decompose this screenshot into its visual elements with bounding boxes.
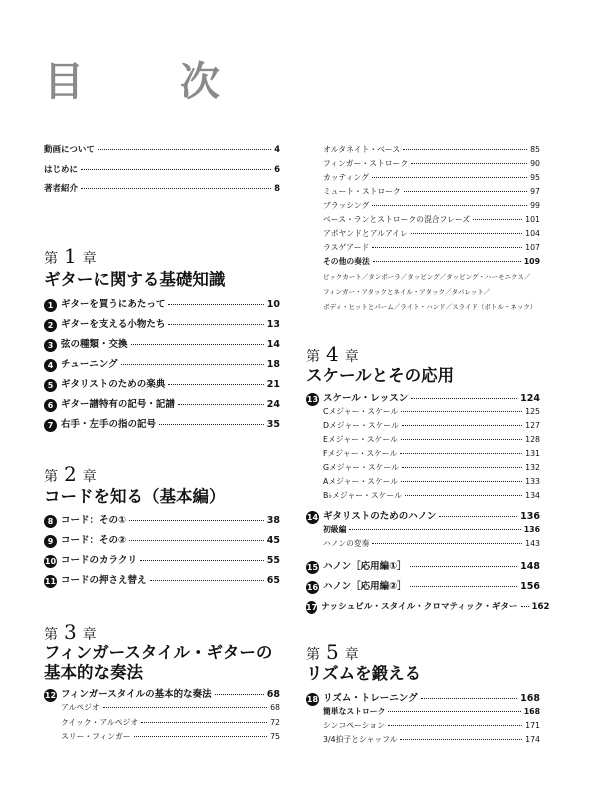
toc-entry-page: 38 <box>266 515 280 526</box>
toc-entry-page: 8 <box>274 184 280 194</box>
toc-subentry[interactable] <box>306 492 540 500</box>
leader-dots <box>439 516 517 517</box>
toc-entry-page: 72 <box>270 718 280 727</box>
toc-entry[interactable] <box>44 554 280 567</box>
toc-entry-label: はじめに <box>44 165 79 175</box>
leader-dots <box>373 261 521 262</box>
toc-entry-page: 168 <box>523 707 540 716</box>
toc-entry[interactable] <box>44 688 280 701</box>
toc-entry-label: ハノン［応用編②］ <box>323 581 407 592</box>
section-number-badge: 7 <box>44 419 57 432</box>
toc-entry-label: ギターを買うにあたって <box>61 299 166 310</box>
toc-entry-label: Gメジャー・スケール <box>323 463 399 472</box>
toc-entry-label: オルタネイト・ベース <box>323 145 401 154</box>
toc-subentry[interactable] <box>306 478 540 486</box>
toc-entry-page: 18 <box>266 359 280 370</box>
toc-entry-label: 動画について <box>44 145 95 155</box>
toc-subentry[interactable] <box>306 708 540 716</box>
toc-entry-page: 55 <box>266 555 280 566</box>
toc-entry[interactable] <box>44 318 280 331</box>
leader-dots <box>178 404 264 405</box>
chapter-4-heading <box>306 342 359 366</box>
toc-entry-page: 143 <box>525 539 540 548</box>
leader-dots <box>400 739 522 740</box>
toc-entry-page: 174 <box>525 735 540 744</box>
toc-entry[interactable] <box>306 600 550 613</box>
toc-entry-page: 4 <box>274 145 280 155</box>
toc-entry[interactable] <box>44 358 280 371</box>
leader-dots <box>372 543 522 544</box>
toc-entry-page: 99 <box>530 201 540 210</box>
section-number-badge: 14 <box>306 513 319 522</box>
toc-entry-label: アルペジオ <box>61 703 100 712</box>
toc-entry-page: 133 <box>525 477 540 486</box>
toc-entry-label: カッティング <box>323 173 369 182</box>
leader-dots <box>411 233 522 234</box>
toc-entry[interactable] <box>44 338 280 351</box>
toc-entry-label: コード：その① <box>61 515 127 526</box>
section-number-badge: 17 <box>306 603 318 612</box>
leader-dots <box>521 606 529 607</box>
toc-entry-page: 124 <box>520 393 540 404</box>
leader-dots <box>473 219 522 220</box>
toc-subentry[interactable] <box>44 719 280 727</box>
toc-subentry[interactable] <box>306 244 540 252</box>
toc-entry-page: 136 <box>523 525 540 534</box>
chapter-2-heading <box>44 462 97 486</box>
leader-dots <box>129 540 264 541</box>
toc-subentry[interactable] <box>306 450 540 458</box>
toc-entry-page: 107 <box>525 243 540 252</box>
toc-entry[interactable] <box>44 298 280 311</box>
leader-dots <box>150 580 264 581</box>
chapter-5-heading <box>306 640 359 664</box>
toc-entry-label: ギタリストのための楽典 <box>61 379 166 390</box>
section-number-badge: 1 <box>44 299 57 312</box>
toc-entry-label: ハノンの変奏 <box>323 539 370 548</box>
page-title: 目 次 <box>44 58 248 105</box>
toc-entry[interactable] <box>44 166 280 175</box>
toc-entry-page: 168 <box>520 693 540 704</box>
toc-subentry[interactable] <box>306 230 540 238</box>
leader-dots <box>372 247 522 248</box>
toc-entry-label: フィンガースタイルの基本的な奏法 <box>61 689 212 700</box>
toc-subentry[interactable] <box>306 146 540 154</box>
chapter-4-title: スケールとその応用 <box>306 366 455 385</box>
toc-entry-label: 弦の種類・交換 <box>61 339 128 350</box>
leader-dots <box>410 586 517 587</box>
toc-subentry[interactable] <box>306 188 540 196</box>
toc-entry-page: 13 <box>266 319 280 330</box>
chapter-3-title <box>44 643 272 683</box>
section-number-badge: 5 <box>44 379 57 392</box>
toc-entry-label: ブラッシング <box>323 201 370 210</box>
toc-entry-page: 68 <box>270 703 280 712</box>
toc-entry-label: ラスゲアード <box>323 243 370 252</box>
toc-entry-page: 171 <box>525 721 540 730</box>
leader-dots <box>411 398 517 399</box>
toc-entry[interactable] <box>306 560 540 573</box>
leader-dots <box>402 425 522 426</box>
leader-dots <box>405 495 522 496</box>
leader-dots <box>411 163 527 164</box>
toc-entry[interactable] <box>44 185 280 194</box>
toc-subentry[interactable] <box>306 540 540 548</box>
chapter-number: 3 <box>64 620 77 644</box>
toc-subentry[interactable] <box>306 202 540 210</box>
toc-entry-page: 65 <box>266 575 280 586</box>
leader-dots <box>403 149 527 150</box>
section-number-badge: 3 <box>44 339 57 352</box>
toc-entry-label: Fメジャー・スケール <box>323 449 398 458</box>
leader-dots <box>131 344 264 345</box>
toc-subentry[interactable] <box>44 733 280 741</box>
toc-subentry[interactable] <box>306 422 540 430</box>
toc-entry-page: 90 <box>530 159 540 168</box>
leader-dots <box>103 707 267 708</box>
toc-entry[interactable] <box>306 510 540 523</box>
toc-entry-page: 136 <box>520 511 540 522</box>
chapter-3-heading <box>44 620 97 644</box>
toc-entry-label: ハノン［応用編①］ <box>323 561 407 572</box>
leader-dots <box>215 694 264 695</box>
toc-entry-label: その他の奏法 <box>323 257 370 266</box>
chapter-number: 4 <box>326 342 339 366</box>
toc-entry-page: 162 <box>531 602 550 612</box>
toc-entry-label: 著者紹介 <box>44 184 79 194</box>
chapter-1-heading <box>44 244 97 268</box>
toc-subentry[interactable] <box>306 160 540 168</box>
toc-entry-label: ベース・ランとストロークの混合フレーズ <box>323 215 471 224</box>
toc-entry-page: 97 <box>530 187 540 196</box>
chapter-suffix: 章 <box>344 349 359 365</box>
other-techniques-line: ボディ・ヒットとパーム／ライト・ハンド／スライド（ボトル・ネック） <box>323 303 537 311</box>
chapter-number: 1 <box>64 244 77 268</box>
section-number-badge: 6 <box>44 399 57 412</box>
toc-subentry[interactable] <box>306 216 540 224</box>
toc-entry-label: リズム・トレーニング <box>323 693 418 704</box>
toc-entry-page: 148 <box>520 561 540 572</box>
toc-entry-label: 簡単なストローク <box>323 707 386 716</box>
chapter-suffix: 章 <box>82 251 97 267</box>
toc-entry-page: 6 <box>274 165 280 175</box>
toc-entry-label: 3/4拍子とシャッフル <box>323 735 398 744</box>
chapter-suffix: 章 <box>82 627 97 643</box>
leader-dots <box>372 177 527 178</box>
leader-dots <box>388 711 520 712</box>
chapter-2-title: コードを知る（基本編） <box>44 487 226 506</box>
section-number-badge: 4 <box>44 359 57 372</box>
toc-subentry[interactable] <box>306 258 540 266</box>
other-techniques-line: フィンガー・アタックとネイル・アタック／タパレット／ <box>323 288 491 296</box>
leader-dots <box>404 191 527 192</box>
chapter-1-title: ギターに関する基礎知識 <box>44 270 226 289</box>
section-number-badge: 18 <box>306 695 319 704</box>
toc-entry-label: ギタリストのためのハノン <box>323 511 437 522</box>
leader-dots <box>168 304 263 305</box>
section-number-badge: 13 <box>306 395 319 404</box>
leader-dots <box>401 439 522 440</box>
toc-entry[interactable] <box>306 392 540 405</box>
toc-entry[interactable] <box>306 692 540 705</box>
leader-dots <box>168 324 263 325</box>
toc-entry[interactable] <box>44 534 280 547</box>
toc-entry-label: Eメジャー・スケール <box>323 435 398 444</box>
leader-dots <box>129 520 264 521</box>
leader-dots <box>421 698 518 699</box>
leader-dots <box>168 384 264 385</box>
toc-entry-page: 21 <box>266 379 280 390</box>
toc-entry-label: ギターを支える小物たち <box>61 319 166 330</box>
leader-dots <box>140 560 264 561</box>
toc-entry-label: ギター譜特有の記号・記譜 <box>61 399 175 410</box>
toc-entry[interactable] <box>44 574 280 587</box>
toc-subentry[interactable] <box>306 736 540 744</box>
toc-entry-page: 104 <box>525 229 540 238</box>
toc-entry-page: 14 <box>266 339 280 350</box>
toc-entry-page: 128 <box>525 435 540 444</box>
chapter-prefix: 第 <box>306 647 320 663</box>
toc-entry[interactable] <box>44 418 280 431</box>
section-number-badge: 12 <box>44 691 57 700</box>
leader-dots <box>401 481 522 482</box>
toc-entry-label: シンコペーション <box>323 721 385 730</box>
toc-subentry[interactable] <box>44 704 280 712</box>
toc-entry-label: 初級編 <box>323 525 347 534</box>
other-techniques-line: ピックカート／タンボーラ／タッピング／タッピング・ハーモニクス／ <box>323 273 531 281</box>
toc-subentry[interactable] <box>306 464 540 472</box>
toc-entry[interactable] <box>44 514 280 527</box>
toc-entry[interactable] <box>44 146 280 155</box>
leader-dots <box>402 467 522 468</box>
toc-entry-page: 35 <box>266 419 280 430</box>
toc-entry[interactable] <box>44 398 280 411</box>
section-number-badge: 10 <box>44 557 57 566</box>
toc-entry-page: 134 <box>525 491 540 500</box>
toc-entry-label: ミュート・ストローク <box>323 187 401 196</box>
toc-entry-label: Aメジャー・スケール <box>323 477 399 486</box>
toc-entry-page: 75 <box>270 732 280 741</box>
toc-entry[interactable] <box>44 378 280 391</box>
toc-subentry[interactable] <box>306 722 540 730</box>
toc-subentry[interactable] <box>306 174 540 182</box>
toc-entry[interactable] <box>306 580 540 593</box>
section-number-badge: 11 <box>44 577 57 586</box>
chapter-number: 2 <box>64 462 77 486</box>
toc-entry-page: 95 <box>530 173 540 182</box>
chapter-prefix: 第 <box>44 251 58 267</box>
toc-entry-label: フィンガー・ストローク <box>323 159 409 168</box>
chapter-5-title: リズムを鍛える <box>306 664 422 683</box>
toc-entry-page: 85 <box>530 145 540 154</box>
toc-entry-page: 10 <box>266 299 280 310</box>
toc-entry-page: 68 <box>266 689 280 700</box>
toc-entry-label: B♭メジャー・スケール <box>323 491 402 500</box>
leader-dots <box>159 424 264 425</box>
chapter-prefix: 第 <box>44 469 58 485</box>
leader-dots <box>372 205 527 206</box>
section-number-badge: 16 <box>306 583 319 592</box>
chapter-prefix: 第 <box>306 349 320 365</box>
toc-entry-label: Dメジャー・スケール <box>323 421 399 430</box>
chapter-suffix: 章 <box>344 647 359 663</box>
chapter-3-title-line-1: フィンガースタイル・ギターの <box>44 643 273 662</box>
section-number-badge: 15 <box>306 563 319 572</box>
toc-entry-label: スリー・フィンガー <box>61 732 131 741</box>
toc-entry-page: 131 <box>525 449 540 458</box>
toc-entry-label: コード：その② <box>61 535 127 546</box>
section-number-badge: 9 <box>44 535 57 548</box>
leader-dots <box>349 529 520 530</box>
toc-entry-page: 125 <box>525 407 540 416</box>
chapter-3-title-line-2: 基本的な奏法 <box>44 663 143 683</box>
leader-dots <box>81 188 271 189</box>
leader-dots <box>410 566 517 567</box>
toc-entry-label: 右手・左手の指の記号 <box>61 419 157 430</box>
section-number-badge: 8 <box>44 515 57 528</box>
leader-dots <box>141 722 267 723</box>
chapter-number: 5 <box>326 640 339 664</box>
toc-subentry[interactable] <box>306 436 540 444</box>
leader-dots <box>388 725 522 726</box>
toc-entry-label: コードの押さえ替え <box>61 575 147 586</box>
toc-entry-label: アポヤンドとアルアイレ <box>323 229 408 238</box>
toc-entry-page: 127 <box>525 421 540 430</box>
toc-entry-label: チューニング <box>61 359 118 370</box>
chapter-suffix: 章 <box>82 469 97 485</box>
toc-entry-page: 24 <box>266 399 280 410</box>
toc-subentry[interactable] <box>306 526 540 534</box>
leader-dots <box>98 149 271 150</box>
toc-entry-page: 45 <box>266 535 280 546</box>
leader-dots <box>134 736 268 737</box>
leader-dots <box>401 411 522 412</box>
toc-entry-label: スケール・レッスン <box>323 393 409 404</box>
toc-entry-label: クイック・アルペジオ <box>61 718 139 727</box>
toc-subentry[interactable] <box>306 408 540 416</box>
toc-entry-label: Cメジャー・スケール <box>323 407 399 416</box>
toc-entry-label: ナッシュビル・スタイル・クロマティック・ギター <box>321 602 518 612</box>
toc-entry-label: コードのカラクリ <box>61 555 138 566</box>
leader-dots <box>81 169 271 170</box>
leader-dots <box>400 453 522 454</box>
toc-entry-page: 132 <box>525 463 540 472</box>
leader-dots <box>121 364 264 365</box>
toc-entry-page: 101 <box>525 215 540 224</box>
toc-entry-page: 109 <box>523 257 540 266</box>
chapter-prefix: 第 <box>44 627 58 643</box>
toc-entry-page: 156 <box>520 581 540 592</box>
section-number-badge: 2 <box>44 319 57 332</box>
